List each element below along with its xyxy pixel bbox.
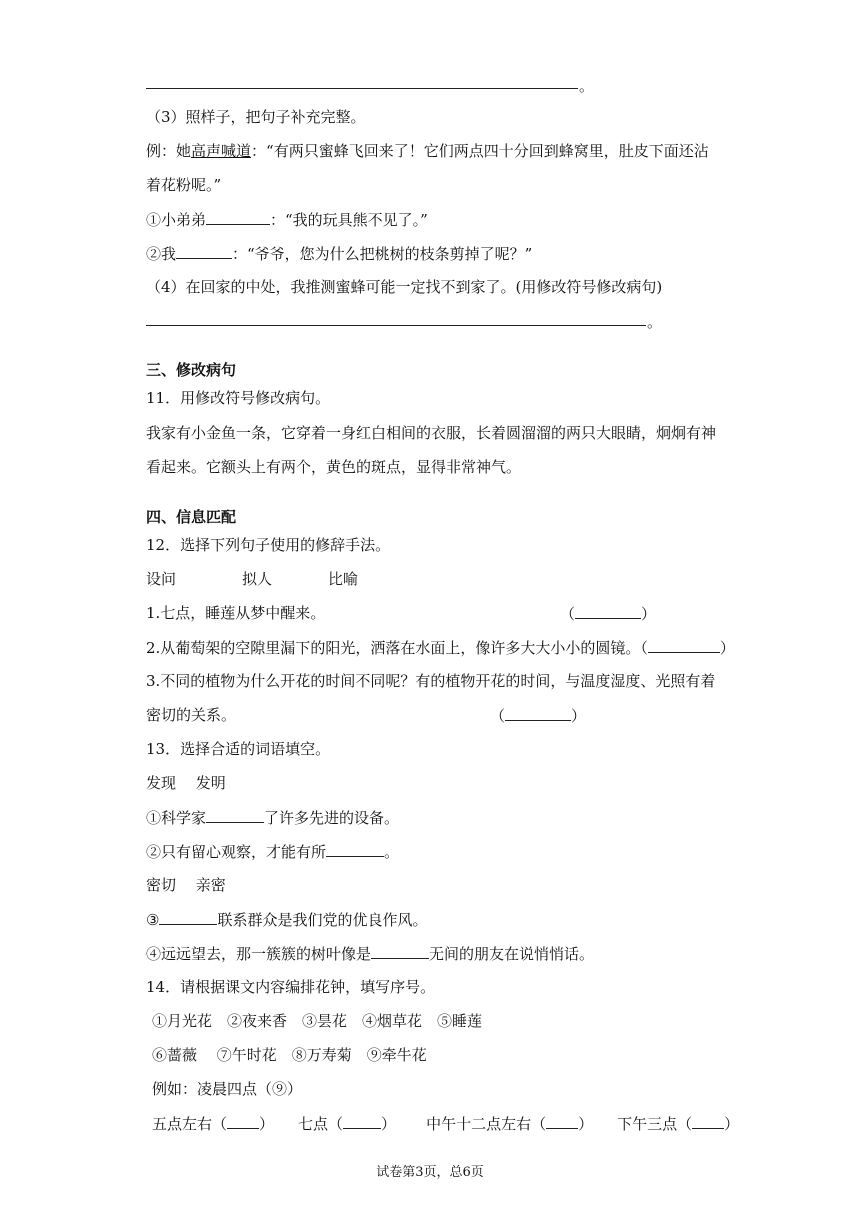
example-rest: ：“有两只蜜蜂飞回来了！它们两点四十分回到蜂窝里，肚皮下面还沾 (251, 142, 709, 160)
item2-prefix: ②我 (146, 245, 177, 263)
q13-word-group-1: 发现 发明 (146, 774, 226, 792)
q13-instruction: 13．选择合适的词语填空。 (146, 740, 331, 758)
q12-sentence-3-line1: 3.不同的植物为什么开花的时间不同呢？有的植物开花的时间，与温度湿度、光照有着 (146, 672, 716, 690)
item1-rest: ：“我的玩具熊不见了。” (270, 211, 428, 229)
q12-answer-3[interactable]: （ ） (490, 707, 587, 725)
q14-blank-3pm[interactable] (692, 1113, 724, 1129)
answer-line-q10-4-end: 。 (647, 313, 663, 331)
q14-blank-5am[interactable] (227, 1113, 259, 1129)
q12-blank-1[interactable] (575, 603, 641, 619)
q10-part3-item2 (146, 243, 532, 264)
q13-blank-2[interactable] (326, 841, 384, 857)
item1-prefix: ①小弟弟 (146, 211, 207, 229)
answer-line-q10-4[interactable] (146, 325, 646, 326)
q12-option-1: 设问 (146, 570, 177, 588)
q12-answer-1[interactable]: （ ） (560, 605, 657, 623)
q12-sentence-2: 2.从葡萄架的空隙里漏下的阳光，洒落在水面上，像许多大大小小的圆镜。（ ） (146, 639, 735, 657)
item1-blank[interactable] (206, 209, 270, 225)
q10-part3-example-line2: 着花粉呢。” (146, 176, 222, 194)
q14-instruction: 14．请根据课文内容编排花钟，填写序号。 (146, 978, 436, 996)
q10-part3-instruction: （3）照样子，把句子补充完整。 (146, 108, 366, 126)
q12-blank-2[interactable] (648, 637, 720, 653)
page-footer: 试卷第3页，总6页 (376, 1165, 484, 1180)
q10-part3-example (146, 141, 709, 161)
q13-blank-1[interactable] (206, 807, 264, 823)
q10-part4-instruction: （4）在回家的中处，我推测蜜蜂可能一定找不到家了。(用修改符号修改病句) (146, 278, 663, 296)
q11-instruction: 11．用修改符号修改病句。 (146, 389, 331, 407)
example-prefix: 例：她 (146, 142, 192, 160)
q13-blank-4[interactable] (371, 943, 429, 959)
q12-option-2: 拟人 (242, 570, 273, 588)
section4-title: 四、信息匹配 (146, 508, 237, 526)
q12-instruction: 12．选择下列句子使用的修辞手法。 (146, 536, 391, 554)
q11-paragraph-line2: 看起来。它额头上有两个，黄色的斑点，显得非常神气。 (146, 458, 522, 476)
q12-sentence-3-line2: 密切的关系。 (146, 706, 237, 724)
q13-item-4: ④远远望去，那一簇簇的树叶像是 无间的朋友在说悄悄话。 (146, 945, 595, 963)
q13-word-group-2: 密切 亲密 (146, 876, 226, 894)
section3-title: 三、修改病句 (146, 361, 237, 379)
q12-blank-3[interactable] (505, 705, 571, 721)
q12-option-3: 比喻 (328, 570, 359, 588)
q13-item-1: ①科学家 了许多先进的设备。 (146, 809, 400, 827)
q14-blank-7am[interactable] (343, 1113, 381, 1129)
q13-item-2: ②只有留心观察，才能有所 。 (146, 843, 400, 861)
item2-blank[interactable] (176, 243, 232, 259)
q10-part3-item1 (146, 209, 428, 230)
q14-flowers-row-1: ①月光花 ②夜来香 ③昙花 ④烟草花 ⑤睡莲 (152, 1012, 483, 1030)
answer-line-end-mark: 。 (579, 77, 595, 95)
q12-sentence-1: 1.七点，睡莲从梦中醒来。 (146, 604, 326, 622)
answer-line-q10-2[interactable] (146, 88, 578, 89)
q11-paragraph-line1: 我家有小金鱼一条，它穿着一身红白相间的衣服，长着圆溜溜的两只大眼睛，炯炯有神 (146, 424, 717, 442)
q13-item-3: ③ 联系群众是我们党的优良作风。 (146, 911, 428, 929)
q14-blank-noon[interactable] (546, 1113, 578, 1129)
item2-rest: ：“爷爷，您为什么把桃树的枝条剪掉了呢？” (232, 245, 533, 263)
q13-blank-3[interactable] (159, 909, 217, 925)
q14-times-row: 五点左右（ ） 七点（ ） 中午十二点左右（ ） 下午三点（ ） (152, 1115, 740, 1133)
q14-flowers-row-2: ⑥蔷薇 ⑦午时花 ⑧万寿菊 ⑨牵牛花 (152, 1046, 427, 1064)
example-underlined-verb: 高声喊道 (191, 142, 252, 160)
q14-example: 例如：凌晨四点（⑨） (152, 1080, 303, 1098)
